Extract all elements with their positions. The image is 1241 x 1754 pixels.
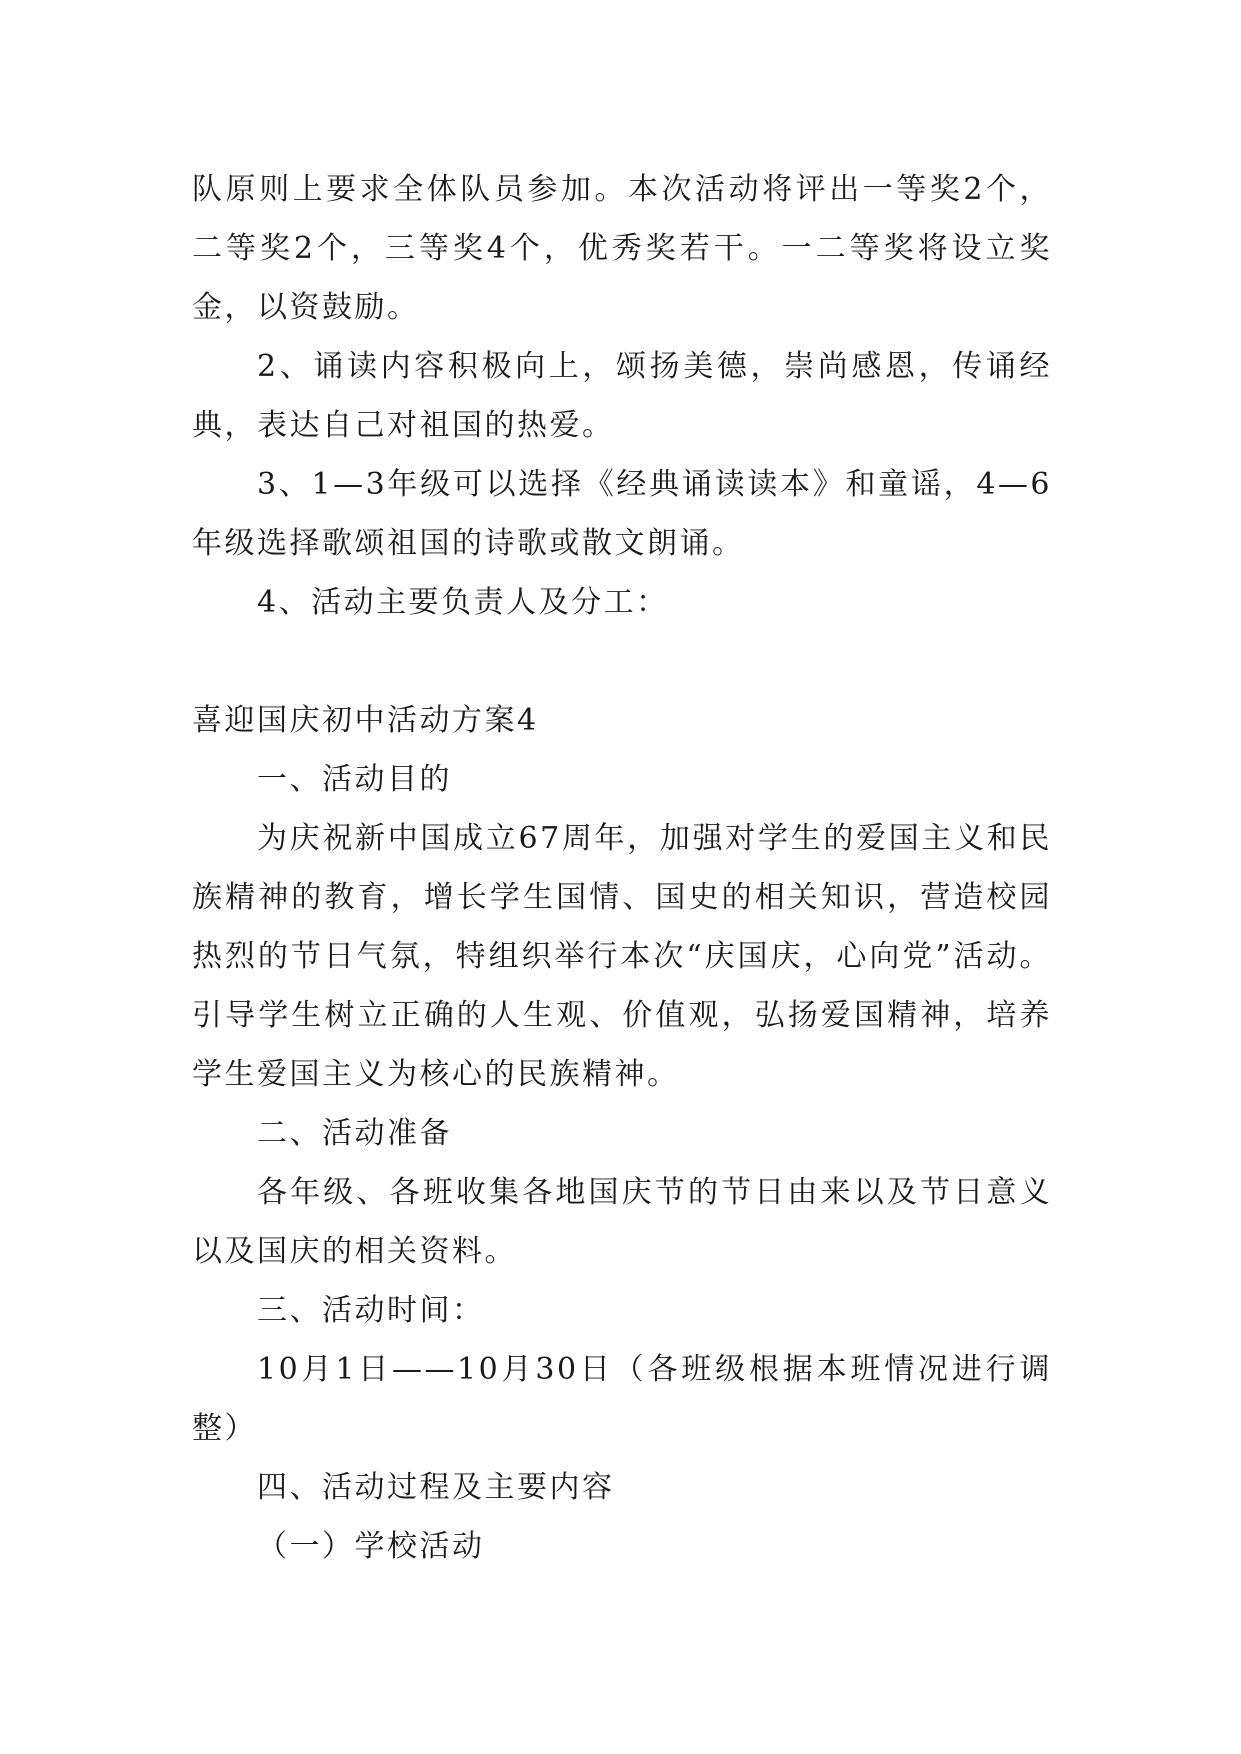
document-body (192, 160, 1052, 1576)
heading-activity-preparation: 二、活动准备 (257, 1116, 452, 1151)
paragraph-purpose-body: 为庆祝新中国成立67周年，加强对学生的爱国主义和民族精神的教育，增长学生国情、国史的相关知识，营造校园热烈的节日气氛，特组织举行本次“庆国庆，心向党”活动。引导学生树立正确的人生观、价值观，弘扬爱国精神，培养学生爱国主义为核心的民族精神。 (192, 821, 1052, 1092)
heading-activity-time: 三、活动时间： (257, 1293, 485, 1328)
paragraph-preparation-body: 各年级、各班收集各地国庆节的节日由来以及节日意义以及国庆的相关资料。 (192, 1175, 1052, 1269)
paragraph-awards: 队原则上要求全体队员参加。本次活动将评出一等奖2个，二等奖2个，三等奖4个，优秀奖若干。一二等奖将设立奖金，以资鼓励。 (192, 172, 1052, 325)
heading-school-activities: （一）学校活动 (257, 1529, 485, 1564)
heading-activity-purpose: 一、活动目的 (257, 762, 452, 797)
heading-activity-process: 四、活动过程及主要内容 (257, 1470, 615, 1505)
paragraph-time-body: 10月1日——10月30日（各班级根据本班情况进行调整） (192, 1352, 1052, 1446)
paragraph-grade-selection: 3、1—3年级可以选择《经典诵读读本》和童谣，4—6年级选择歌颂祖国的诗歌或散文朗诵。 (192, 467, 1052, 561)
section-title: 喜迎国庆初中活动方案4 (192, 703, 539, 738)
paragraph-responsibility: 4、活动主要负责人及分工： (257, 585, 669, 620)
paragraph-recitation-content: 2、诵读内容积极向上，颂扬美德，崇尚感恩，传诵经典，表达自己对祖国的热爱。 (192, 349, 1052, 443)
